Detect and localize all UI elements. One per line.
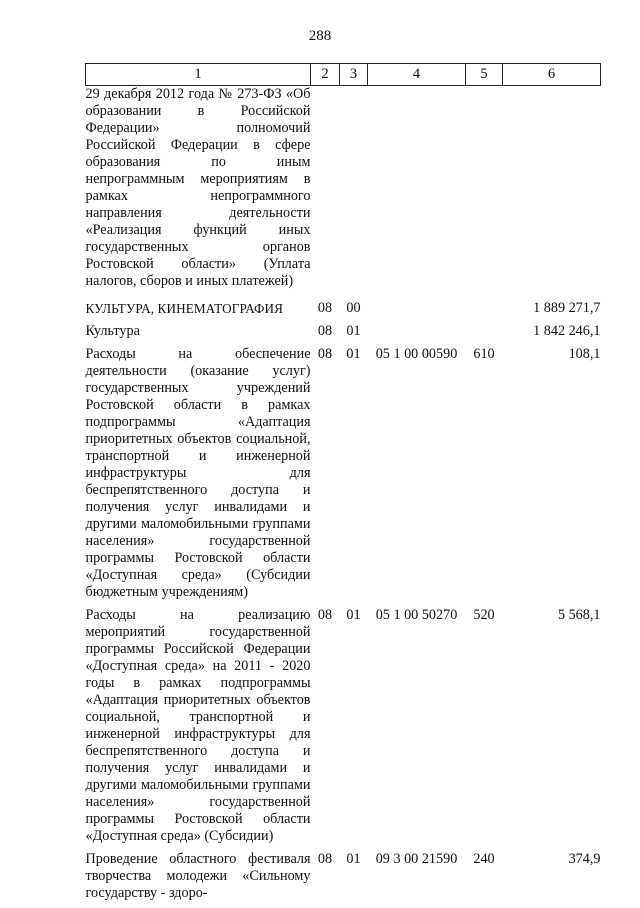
table-row <box>86 851 601 908</box>
row-target-article <box>368 300 466 323</box>
page-number: 288 <box>308 28 332 44</box>
table-row <box>86 323 601 346</box>
row-section: 08 <box>317 300 333 316</box>
budget-table <box>85 63 601 908</box>
row-expense-type: 240 <box>473 851 495 867</box>
row-subsection: 00 <box>346 300 361 316</box>
row-amount: 374,9 <box>568 851 601 867</box>
row-section: 08 <box>317 851 333 867</box>
row-description: Культура <box>85 323 140 339</box>
row-target-article: 09 3 00 21590 <box>375 851 458 867</box>
row-target-article <box>368 323 466 346</box>
header-col-3: 3 <box>340 64 368 86</box>
row-description: Проведение областного фестиваля творчества молодежи «Сильному государству - здоро- <box>85 851 311 901</box>
table-row <box>86 607 601 851</box>
row-subsection: 01 <box>346 323 361 339</box>
row-section <box>311 86 340 301</box>
header-col-5: 5 <box>466 64 503 86</box>
row-target-article: 05 1 00 50270 <box>375 607 458 623</box>
header-col-1: 1 <box>86 64 311 86</box>
row-subsection <box>340 86 368 301</box>
row-amount: 5 568,1 <box>557 607 601 623</box>
row-section: 08 <box>317 323 333 339</box>
header-col-6: 6 <box>503 64 601 86</box>
row-amount: 1 842 246,1 <box>533 323 601 339</box>
row-amount: 108,1 <box>568 346 601 362</box>
row-expense-type <box>466 86 503 301</box>
header-col-4: 4 <box>368 64 466 86</box>
table-header-row <box>86 64 601 86</box>
row-section: 08 <box>317 346 333 362</box>
row-amount: 1 889 271,7 <box>533 300 601 316</box>
row-description: Расходы на обеспечение деятельности (оказание услуг) государственных учреждений Ростовской области в рамках подпрограммы «Адаптация приоритетных объектов социальной, транспортной и инженерной инфраструктуры для беспрепятственного доступа и получения услуг инвалидами и другими маломобильными группами населения» государственной программы Ростовской области «Доступная среда» (Субсидии бюджетным учреждениям) <box>85 346 311 600</box>
row-expense-type: 520 <box>473 607 495 623</box>
header-col-2: 2 <box>311 64 340 86</box>
row-section: 08 <box>317 607 333 623</box>
row-amount <box>503 86 601 301</box>
row-expense-type: 610 <box>473 346 495 362</box>
row-expense-type <box>466 323 503 346</box>
row-subsection: 01 <box>346 346 361 362</box>
table-row <box>86 86 601 301</box>
table-row <box>86 300 601 323</box>
row-expense-type <box>466 300 503 323</box>
row-subsection: 01 <box>346 851 361 867</box>
row-description: 29 декабря 2012 года № 273-ФЗ «Об образовании в Российской Федерации» полномочий Российской Федерации в сфере образования по иным непрограммным мероприятиям в рамках непрограммного направления деятельности «Реализация функций иных государственных органов Ростовской области» (Уплата налогов, сборов и иных платежей) <box>85 86 311 289</box>
row-subsection: 01 <box>346 607 361 623</box>
table-row <box>86 346 601 607</box>
row-target-article <box>368 86 466 301</box>
row-target-article: 05 1 00 00590 <box>375 346 458 362</box>
row-description: Расходы на реализацию мероприятий государственной программы Российской Федерации «Доступная среда» на 2011 - 2020 годы в рамках подпрограммы «Адаптация приоритетных объектов социальной, транспортной и инженерной инфраструктуры для беспрепятственного доступа и получения услуг инвалидами и другими маломобильными группами населения» государственной программы Ростовской области «Доступная среда» (Субсидии) <box>85 607 311 844</box>
row-description: КУЛЬТУРА, КИНЕМАТОГРАФИЯ <box>85 301 284 316</box>
